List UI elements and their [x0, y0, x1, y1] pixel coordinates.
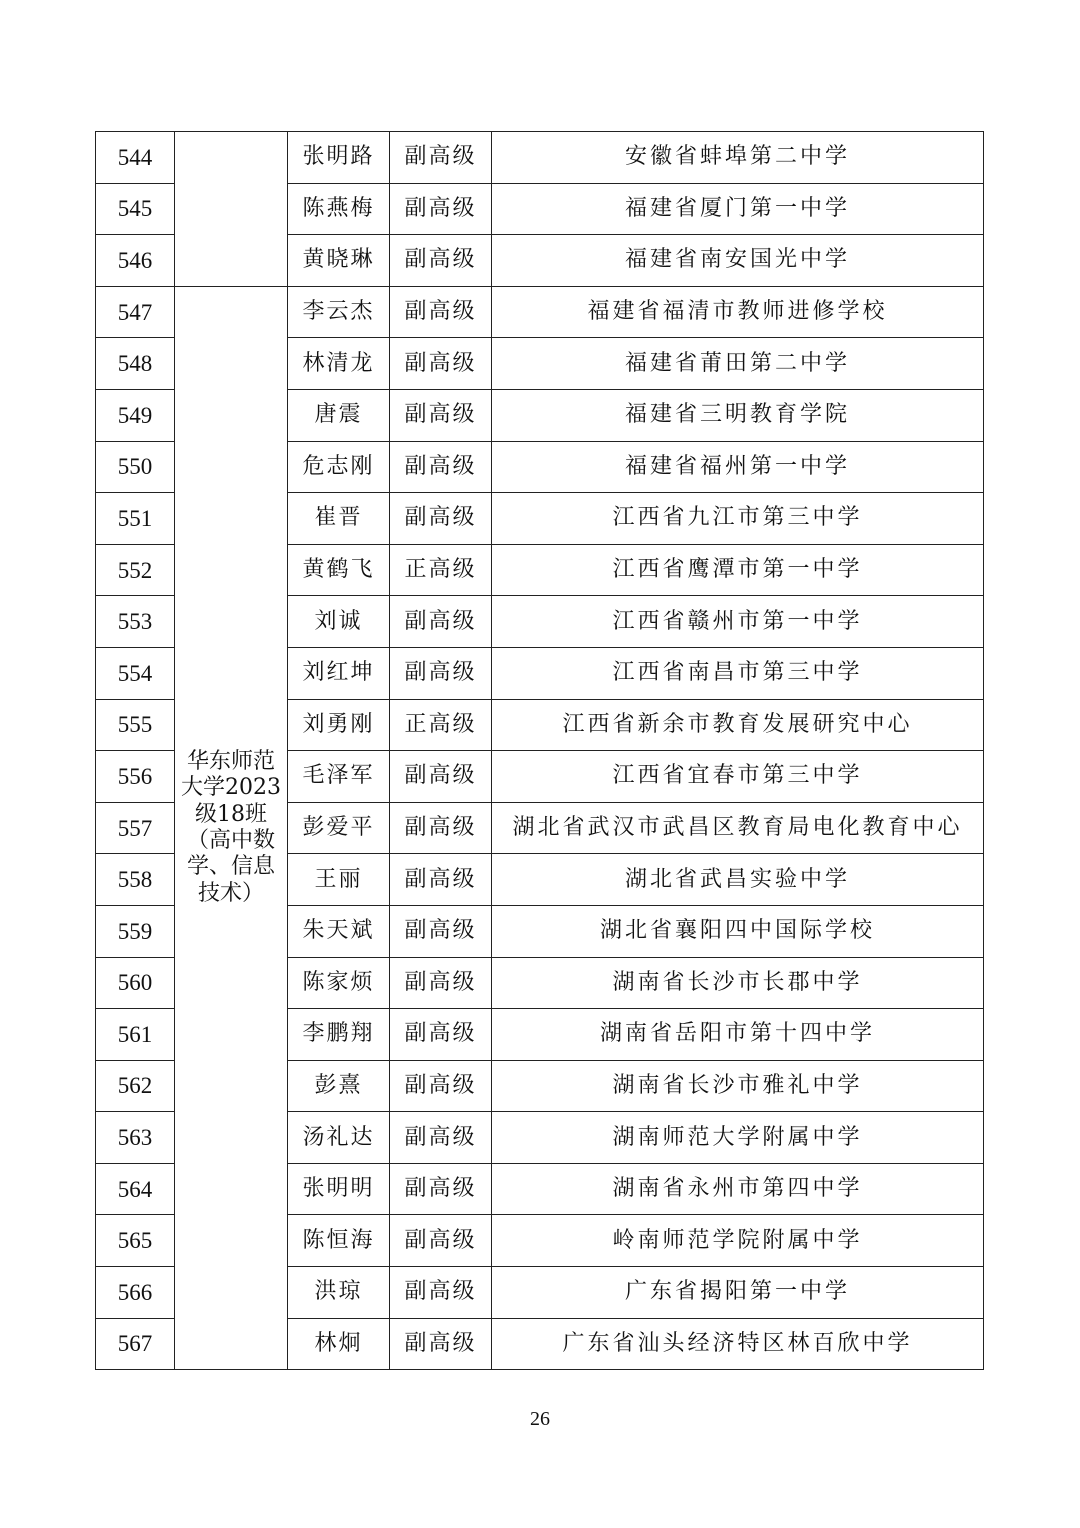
school-name: 广东省汕头经济特区林百欣中学 [492, 1318, 984, 1370]
title-rank: 副高级 [390, 1163, 492, 1215]
school-name: 湖南师范大学附属中学 [492, 1112, 984, 1164]
row-number: 557 [96, 802, 175, 854]
row-number: 566 [96, 1267, 175, 1319]
teacher-name: 彭爱平 [288, 802, 390, 854]
school-name: 福建省莆田第二中学 [492, 338, 984, 390]
row-number: 556 [96, 751, 175, 803]
row-number: 563 [96, 1112, 175, 1164]
school-name: 江西省南昌市第三中学 [492, 647, 984, 699]
title-rank: 副高级 [390, 905, 492, 957]
title-rank: 副高级 [390, 183, 492, 235]
teacher-name: 林清龙 [288, 338, 390, 390]
school-name: 安徽省蚌埠第二中学 [492, 132, 984, 184]
title-rank: 副高级 [390, 647, 492, 699]
teacher-name: 彭熹 [288, 1060, 390, 1112]
row-number: 544 [96, 132, 175, 184]
title-rank: 副高级 [390, 338, 492, 390]
row-number: 545 [96, 183, 175, 235]
row-number: 565 [96, 1215, 175, 1267]
teacher-name: 朱天斌 [288, 905, 390, 957]
row-number: 550 [96, 441, 175, 493]
row-number: 562 [96, 1060, 175, 1112]
school-name: 广东省揭阳第一中学 [492, 1267, 984, 1319]
teacher-name: 刘勇刚 [288, 699, 390, 751]
teacher-name: 危志刚 [288, 441, 390, 493]
title-rank: 副高级 [390, 854, 492, 906]
teacher-name: 汤礼达 [288, 1112, 390, 1164]
school-name: 岭南师范学院附属中学 [492, 1215, 984, 1267]
teacher-name: 刘诚 [288, 596, 390, 648]
teacher-name: 张明明 [288, 1163, 390, 1215]
title-rank: 副高级 [390, 286, 492, 338]
teacher-name: 刘红坤 [288, 647, 390, 699]
school-name: 湖南省岳阳市第十四中学 [492, 1009, 984, 1061]
school-name: 江西省鹰潭市第一中学 [492, 544, 984, 596]
school-name: 湖北省武汉市武昌区教育局电化教育中心 [492, 802, 984, 854]
school-name: 福建省厦门第一中学 [492, 183, 984, 235]
teacher-name: 王丽 [288, 854, 390, 906]
roster-table [95, 131, 984, 1370]
school-name: 湖北省武昌实验中学 [492, 854, 984, 906]
teacher-name: 毛泽军 [288, 751, 390, 803]
teacher-name: 陈恒海 [288, 1215, 390, 1267]
title-rank: 副高级 [390, 1060, 492, 1112]
row-number: 561 [96, 1009, 175, 1061]
row-number: 559 [96, 905, 175, 957]
class-group-cell: 华东师范大学2023级18班（高中数学、信息技术） [175, 286, 288, 1369]
row-number: 552 [96, 544, 175, 596]
teacher-name: 李云杰 [288, 286, 390, 338]
school-name: 湖南省长沙市雅礼中学 [492, 1060, 984, 1112]
title-rank: 副高级 [390, 1009, 492, 1061]
school-name: 福建省三明教育学院 [492, 389, 984, 441]
teacher-name: 唐震 [288, 389, 390, 441]
page-number: 26 [530, 1408, 550, 1430]
school-name: 江西省新余市教育发展研究中心 [492, 699, 984, 751]
row-number: 548 [96, 338, 175, 390]
school-name: 福建省福清市教师进修学校 [492, 286, 984, 338]
teacher-name: 张明路 [288, 132, 390, 184]
row-number: 564 [96, 1163, 175, 1215]
title-rank: 副高级 [390, 596, 492, 648]
title-rank: 副高级 [390, 1318, 492, 1370]
title-rank: 副高级 [390, 751, 492, 803]
row-number: 553 [96, 596, 175, 648]
title-rank: 副高级 [390, 389, 492, 441]
school-name: 湖北省襄阳四中国际学校 [492, 905, 984, 957]
table-row [96, 132, 984, 184]
teacher-name: 崔晋 [288, 493, 390, 545]
row-number: 547 [96, 286, 175, 338]
table-row [96, 286, 984, 338]
teacher-name: 陈燕梅 [288, 183, 390, 235]
title-rank: 副高级 [390, 235, 492, 287]
school-name: 福建省福州第一中学 [492, 441, 984, 493]
teacher-name: 陈家烦 [288, 957, 390, 1009]
title-rank: 副高级 [390, 132, 492, 184]
title-rank: 正高级 [390, 699, 492, 751]
school-name: 江西省宜春市第三中学 [492, 751, 984, 803]
row-number: 555 [96, 699, 175, 751]
teacher-name: 黄晓琳 [288, 235, 390, 287]
school-name: 福建省南安国光中学 [492, 235, 984, 287]
row-number: 546 [96, 235, 175, 287]
title-rank: 副高级 [390, 957, 492, 1009]
row-number: 567 [96, 1318, 175, 1370]
school-name: 湖南省长沙市长郡中学 [492, 957, 984, 1009]
title-rank: 副高级 [390, 802, 492, 854]
row-number: 551 [96, 493, 175, 545]
teacher-name: 黄鹤飞 [288, 544, 390, 596]
school-name: 湖南省永州市第四中学 [492, 1163, 984, 1215]
title-rank: 副高级 [390, 1267, 492, 1319]
teacher-name: 林炯 [288, 1318, 390, 1370]
row-number: 560 [96, 957, 175, 1009]
title-rank: 正高级 [390, 544, 492, 596]
title-rank: 副高级 [390, 1112, 492, 1164]
row-number: 554 [96, 647, 175, 699]
teacher-name: 李鹏翔 [288, 1009, 390, 1061]
roster-body [96, 132, 984, 1370]
teacher-name: 洪琼 [288, 1267, 390, 1319]
row-number: 549 [96, 389, 175, 441]
school-name: 江西省赣州市第一中学 [492, 596, 984, 648]
row-number: 558 [96, 854, 175, 906]
title-rank: 副高级 [390, 493, 492, 545]
title-rank: 副高级 [390, 1215, 492, 1267]
title-rank: 副高级 [390, 441, 492, 493]
school-name: 江西省九江市第三中学 [492, 493, 984, 545]
class-group-cell [175, 132, 288, 287]
